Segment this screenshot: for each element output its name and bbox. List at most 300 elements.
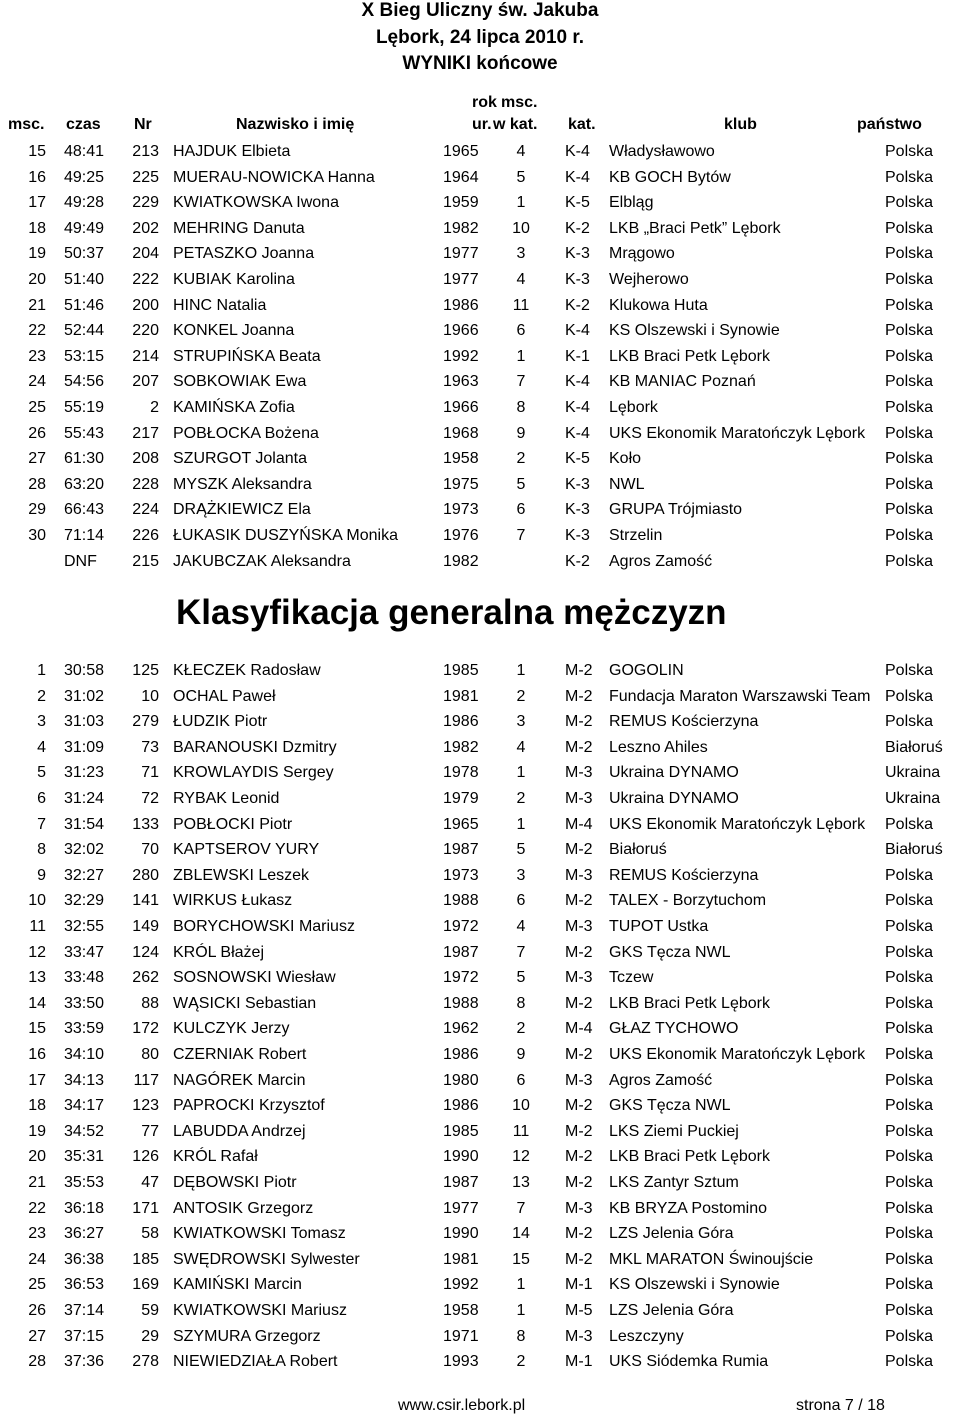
- cell-catplace: 9: [516, 424, 526, 442]
- cell-nr: 215: [132, 552, 159, 570]
- table-row: [0, 888, 960, 914]
- cell-catplace: 1: [516, 1302, 526, 1319]
- cell-name: STRUPIŃSKA Beata: [173, 347, 321, 365]
- cell-club: Agros Zamość: [609, 552, 713, 570]
- cell-catplace: 2: [516, 790, 526, 807]
- cell-cat: M-2: [565, 687, 593, 705]
- cell-country: Polska: [885, 1071, 934, 1089]
- header-club: klub: [724, 116, 757, 133]
- cell-country: Polska: [885, 143, 934, 160]
- cell-country: Polska: [885, 994, 934, 1012]
- cell-club: NWL: [609, 475, 645, 493]
- cell-country: Polska: [885, 347, 934, 365]
- cell-name: KAMIŃSKI Marcin: [173, 1276, 302, 1294]
- cell-time: 61:30: [64, 450, 105, 468]
- cell-name: ŁUDZIK Piotr: [173, 713, 268, 731]
- cell-nr: 125: [132, 662, 159, 679]
- cell-name: HINC Natalia: [173, 296, 267, 314]
- cell-time: 31:54: [64, 815, 105, 833]
- cell-cat: M-2: [565, 1122, 593, 1140]
- cell-year: 1981: [443, 1250, 479, 1268]
- cell-place: 25: [28, 399, 46, 416]
- cell-place: 22: [28, 322, 46, 340]
- table-row: [0, 139, 960, 165]
- cell-club: LKS Zantyr Sztum: [609, 1174, 739, 1191]
- table-row: [0, 658, 960, 684]
- table-row: [0, 940, 960, 966]
- cell-year: 1985: [443, 662, 479, 679]
- cell-country: Polska: [885, 1302, 934, 1319]
- cell-country: Polska: [885, 1250, 934, 1268]
- cell-name: KAPTSEROV YURY: [173, 841, 320, 859]
- cell-country: Polska: [885, 1327, 934, 1345]
- cell-catplace: 6: [516, 322, 526, 340]
- cell-country: Polska: [885, 219, 934, 237]
- cell-country: Polska: [885, 245, 934, 263]
- cell-place: 2: [37, 687, 46, 705]
- cell-year: 1985: [443, 1122, 479, 1140]
- cell-nr: 126: [132, 1148, 159, 1166]
- cell-catplace: 11: [512, 1122, 530, 1140]
- cell-cat: K-2: [565, 219, 590, 237]
- cell-time: 36:53: [64, 1276, 105, 1294]
- cell-country: Polska: [885, 552, 934, 570]
- cell-country: Polska: [885, 1225, 934, 1243]
- cell-nr: 279: [132, 713, 159, 731]
- cell-time: 37:14: [64, 1302, 105, 1319]
- cell-cat: M-5: [565, 1302, 593, 1319]
- cell-club: Wejherowo: [609, 271, 689, 288]
- cell-place: 22: [28, 1199, 46, 1217]
- cell-time: 52:44: [64, 322, 105, 340]
- cell-year: 1964: [443, 168, 479, 186]
- cell-catplace: 12: [512, 1148, 530, 1166]
- cell-name: ZBLEWSKI Leszek: [173, 866, 310, 884]
- cell-name: KWIATKOWSKI Mariusz: [173, 1302, 347, 1319]
- cell-country: Polska: [885, 475, 934, 493]
- cell-club: LKB „Braci Petk” Lębork: [609, 219, 781, 237]
- cell-cat: M-2: [565, 662, 593, 679]
- cell-time: 55:43: [64, 424, 105, 442]
- table-row: [0, 190, 960, 216]
- cell-name: PAPROCKI Krzysztof: [173, 1097, 325, 1115]
- cell-time: 51:40: [64, 271, 105, 288]
- cell-name: BORYCHOWSKI Mariusz: [173, 918, 355, 935]
- cell-cat: K-2: [565, 296, 590, 314]
- cell-year: 1958: [443, 450, 479, 468]
- cell-cat: K-5: [565, 450, 590, 468]
- cell-place: 17: [28, 194, 46, 212]
- cell-country: Polska: [885, 1174, 934, 1191]
- cell-catplace: 4: [516, 143, 526, 160]
- cell-place: 20: [28, 271, 46, 288]
- table-row: [0, 344, 960, 370]
- cell-time: 71:14: [64, 527, 105, 544]
- cell-nr: 124: [132, 943, 159, 961]
- cell-time: 33:47: [64, 943, 105, 961]
- cell-year: 1972: [443, 969, 479, 987]
- cell-time: 34:17: [64, 1097, 105, 1115]
- cell-country: Polska: [885, 424, 934, 442]
- cell-time: 55:19: [64, 399, 105, 416]
- cell-time: 49:25: [64, 168, 105, 186]
- table-row: [0, 1068, 960, 1094]
- cell-name: SZYMURA Grzegorz: [173, 1327, 321, 1345]
- cell-club: Władysławowo: [609, 143, 715, 160]
- table-row: [0, 914, 960, 940]
- cell-club: Leszno Ahiles: [609, 738, 708, 756]
- table-row: [0, 1093, 960, 1119]
- cell-catplace: 8: [516, 399, 526, 416]
- table-row: [0, 837, 960, 863]
- cell-country: Polska: [885, 450, 934, 468]
- doc-title-line2: Lębork, 24 lipca 2010 r.: [375, 27, 585, 48]
- cell-nr: 200: [132, 296, 159, 314]
- cell-time: 63:20: [64, 475, 105, 493]
- cell-club: KB GOCH Bytów: [609, 168, 731, 186]
- cell-nr: 222: [132, 271, 159, 288]
- cell-name: BARANOUSKI Dzmitry: [173, 738, 337, 756]
- cell-cat: M-3: [565, 918, 593, 935]
- cell-cat: K-4: [565, 168, 590, 186]
- cell-country: Polska: [885, 322, 934, 340]
- cell-nr: 262: [132, 969, 159, 987]
- cell-time: 51:46: [64, 296, 105, 314]
- header-country: państwo: [857, 116, 922, 133]
- cell-cat: K-4: [565, 143, 590, 160]
- cell-place: 1: [37, 662, 46, 679]
- header-year-bottom: ur.: [472, 116, 492, 133]
- table-row: [0, 1144, 960, 1170]
- cell-cat: M-2: [565, 1097, 593, 1115]
- cell-year: 1959: [443, 194, 479, 212]
- cell-nr: 123: [132, 1097, 159, 1115]
- table-row: [0, 991, 960, 1017]
- cell-nr: 70: [141, 841, 159, 859]
- header-catplace-bottom: w kat.: [493, 116, 538, 133]
- table-row: [0, 421, 960, 447]
- cell-nr: 133: [132, 815, 159, 833]
- cell-time: 49:28: [64, 194, 105, 212]
- cell-name: MUERAU-NOWICKA Hanna: [173, 168, 375, 186]
- table-row: [0, 165, 960, 191]
- table-row: [0, 812, 960, 838]
- cell-place: 3: [37, 713, 46, 731]
- cell-place: 19: [28, 1122, 46, 1140]
- cell-country: Polska: [885, 1353, 934, 1371]
- table-row: [0, 863, 960, 889]
- table-row: [0, 446, 960, 472]
- cell-catplace: 3: [516, 713, 526, 731]
- cell-place: 10: [28, 892, 46, 910]
- cell-cat: M-2: [565, 1046, 593, 1063]
- cell-club: LZS Jelenia Góra: [609, 1302, 734, 1319]
- cell-club: Tczew: [609, 969, 654, 987]
- cell-club: Strzelin: [609, 527, 663, 544]
- cell-nr: 208: [132, 450, 159, 468]
- cell-catplace: 1: [516, 764, 526, 782]
- cell-catplace: 7: [516, 527, 526, 544]
- table-row: [0, 523, 960, 549]
- cell-year: 1975: [443, 475, 479, 493]
- cell-catplace: 7: [516, 373, 526, 391]
- header-year-top: rok: [472, 94, 497, 111]
- table-row: [0, 497, 960, 523]
- cell-time: 33:48: [64, 969, 105, 987]
- cell-club: Mrągowo: [609, 245, 675, 263]
- cell-time: 31:09: [64, 738, 105, 756]
- cell-nr: 207: [132, 373, 159, 391]
- cell-cat: M-3: [565, 1071, 593, 1089]
- cell-cat: M-3: [565, 1327, 593, 1345]
- cell-year: 1973: [443, 501, 479, 519]
- cell-country: Polska: [885, 1148, 934, 1166]
- cell-nr: 47: [141, 1174, 159, 1191]
- cell-nr: 149: [132, 918, 159, 935]
- cell-cat: M-2: [565, 1174, 593, 1191]
- table-row: [0, 1298, 960, 1324]
- table-row: [0, 472, 960, 498]
- cell-country: Polska: [885, 399, 934, 416]
- cell-name: RYBAK Leonid: [173, 790, 280, 807]
- cell-place: 28: [28, 475, 46, 493]
- cell-year: 1958: [443, 1302, 479, 1319]
- cell-cat: K-1: [565, 347, 590, 365]
- cell-place: 18: [28, 219, 46, 237]
- cell-name: KROWLAYDIS Sergey: [173, 764, 334, 782]
- cell-cat: M-3: [565, 1199, 593, 1217]
- table-row: [0, 1016, 960, 1042]
- cell-club: TUPOT Ustka: [609, 918, 709, 935]
- cell-name: POBŁOCKI Piotr: [173, 815, 293, 833]
- cell-year: 1962: [443, 1020, 479, 1038]
- cell-place: 14: [28, 994, 46, 1012]
- cell-catplace: 7: [516, 943, 526, 961]
- cell-catplace: 11: [512, 296, 530, 314]
- table-row: [0, 216, 960, 242]
- cell-cat: M-3: [565, 764, 593, 782]
- cell-year: 1986: [443, 1097, 479, 1115]
- cell-name: JAKUBCZAK Aleksandra: [173, 552, 351, 570]
- cell-name: DRĄŻKIEWICZ Ela: [173, 501, 311, 519]
- header-cat: kat.: [568, 116, 596, 133]
- cell-time: 49:49: [64, 219, 105, 237]
- cell-club: Fundacja Maraton Warszawski Team: [609, 687, 871, 705]
- cell-name: ŁUKASIK DUSZYŃSKA Monika: [173, 527, 398, 544]
- cell-name: WIRKUS Łukasz: [173, 892, 293, 910]
- cell-name: SZURGOT Jolanta: [173, 450, 307, 468]
- cell-club: KB BRYZA Postomino: [609, 1199, 767, 1217]
- cell-name: KRÓL Rafał: [173, 1148, 258, 1166]
- cell-year: 1977: [443, 271, 479, 288]
- cell-place: 23: [28, 347, 46, 365]
- cell-time: 31:24: [64, 790, 105, 807]
- cell-country: Polska: [885, 969, 934, 987]
- table-row: [0, 241, 960, 267]
- cell-year: 1982: [443, 738, 479, 756]
- cell-club: REMUS Kościerzyna: [609, 713, 759, 731]
- cell-year: 1992: [443, 1276, 479, 1294]
- cell-cat: M-3: [565, 790, 593, 807]
- cell-year: 1981: [443, 687, 479, 705]
- cell-place: 27: [28, 450, 46, 468]
- cell-cat: M-2: [565, 841, 593, 859]
- header-nr: Nr: [134, 116, 152, 133]
- cell-year: 1978: [443, 764, 479, 782]
- cell-time: 36:38: [64, 1250, 105, 1268]
- cell-country: Białoruś: [885, 841, 943, 859]
- cell-year: 1966: [443, 322, 479, 340]
- cell-country: Polska: [885, 943, 934, 961]
- cell-time: 53:15: [64, 347, 105, 365]
- cell-time: 32:27: [64, 866, 105, 884]
- cell-club: GŁAZ TYCHOWO: [609, 1020, 739, 1038]
- cell-place: 12: [28, 943, 46, 961]
- cell-nr: 80: [141, 1046, 159, 1063]
- cell-club: LZS Jelenia Góra: [609, 1225, 734, 1243]
- cell-time: 31:03: [64, 713, 105, 731]
- cell-year: 1986: [443, 1046, 479, 1063]
- cell-nr: 2: [150, 399, 159, 416]
- cell-nr: 280: [132, 866, 159, 884]
- cell-name: KWIATKOWSKA Iwona: [173, 194, 339, 212]
- cell-place: 5: [37, 764, 46, 782]
- cell-place: 26: [28, 1302, 46, 1319]
- table-row: [0, 318, 960, 344]
- cell-country: Polska: [885, 892, 934, 910]
- cell-year: 1973: [443, 866, 479, 884]
- cell-name: KŁECZEK Radosław: [173, 662, 321, 679]
- cell-club: Koło: [609, 450, 642, 468]
- cell-country: Polska: [885, 168, 934, 186]
- cell-nr: 185: [132, 1250, 159, 1268]
- cell-nr: 220: [132, 322, 159, 340]
- cell-cat: M-2: [565, 713, 593, 731]
- cell-place: 17: [28, 1071, 46, 1089]
- cell-cat: M-2: [565, 994, 593, 1012]
- cell-nr: 278: [132, 1353, 159, 1371]
- table-row: [0, 684, 960, 710]
- cell-catplace: 8: [516, 994, 526, 1012]
- cell-club: UKS Ekonomik Maratończyk Lębork: [609, 815, 866, 833]
- cell-catplace: 1: [516, 194, 526, 212]
- cell-club: Ukraina DYNAMO: [609, 790, 739, 807]
- cell-time: 31:23: [64, 764, 105, 782]
- cell-time: 35:53: [64, 1174, 105, 1191]
- cell-year: 1988: [443, 892, 479, 910]
- cell-time: 34:13: [64, 1071, 105, 1089]
- cell-catplace: 5: [516, 168, 526, 186]
- cell-nr: 58: [141, 1225, 159, 1243]
- cell-nr: 117: [133, 1071, 159, 1089]
- cell-catplace: 10: [512, 1097, 530, 1115]
- cell-year: 1993: [443, 1353, 479, 1371]
- cell-place: 9: [37, 866, 46, 884]
- footer-website: www.csir.lebork.pl: [398, 1397, 526, 1414]
- cell-club: LKB Braci Petk Lębork: [609, 1148, 770, 1166]
- cell-cat: M-2: [565, 892, 593, 910]
- cell-year: 1963: [443, 373, 479, 391]
- cell-cat: M-4: [565, 1020, 593, 1038]
- cell-place: 21: [28, 296, 46, 314]
- cell-name: LABUDDA Andrzej: [173, 1122, 306, 1140]
- cell-nr: 59: [141, 1302, 159, 1319]
- cell-name: NAGÓREK Marcin: [173, 1071, 306, 1089]
- cell-cat: K-3: [565, 271, 590, 288]
- cell-name: HAJDUK Elbieta: [173, 143, 291, 160]
- cell-country: Polska: [885, 296, 934, 314]
- cell-club: Klukowa Huta: [609, 296, 708, 314]
- cell-nr: 73: [141, 738, 159, 756]
- cell-catplace: 13: [512, 1174, 530, 1191]
- cell-club: GKS Tęcza NWL: [609, 943, 731, 961]
- cell-name: KONKEL Joanna: [173, 322, 295, 340]
- cell-place: 11: [29, 918, 46, 935]
- cell-nr: 213: [132, 143, 159, 160]
- cell-catplace: 5: [516, 969, 526, 987]
- cell-place: 21: [28, 1174, 46, 1191]
- cell-country: Białoruś: [885, 738, 943, 756]
- table-row: [0, 369, 960, 395]
- cell-nr: 10: [141, 687, 159, 705]
- table-row: [0, 1221, 960, 1247]
- cell-cat: M-2: [565, 1250, 593, 1268]
- cell-nr: 229: [132, 194, 159, 212]
- cell-name: KAMIŃSKA Zofia: [173, 399, 295, 416]
- cell-country: Polska: [885, 1276, 934, 1294]
- cell-country: Polska: [885, 194, 934, 212]
- cell-country: Polska: [885, 1097, 934, 1115]
- cell-club: GKS Tęcza NWL: [609, 1097, 731, 1115]
- cell-nr: 72: [141, 790, 159, 807]
- cell-place: 19: [28, 245, 46, 263]
- cell-name: POBŁOCKA Bożena: [173, 424, 319, 442]
- doc-title-line3: WYNIKI końcowe: [402, 53, 558, 74]
- cell-cat: M-2: [565, 943, 593, 961]
- table-row: [0, 1170, 960, 1196]
- cell-name: OCHAL Paweł: [173, 687, 276, 705]
- cell-nr: 77: [141, 1122, 159, 1140]
- cell-country: Polska: [885, 1046, 934, 1063]
- cell-catplace: 4: [516, 271, 526, 288]
- cell-place: 28: [28, 1353, 46, 1371]
- cell-country: Polska: [885, 1199, 934, 1217]
- cell-club: Białoruś: [609, 841, 667, 859]
- cell-name: CZERNIAK Robert: [173, 1046, 307, 1063]
- footer-page-number: strona 7 / 18: [796, 1397, 885, 1414]
- cell-cat: K-5: [565, 194, 590, 212]
- cell-cat: K-3: [565, 245, 590, 263]
- cell-nr: 171: [132, 1199, 159, 1217]
- cell-year: 1971: [443, 1327, 479, 1345]
- cell-name: DĘBOWSKI Piotr: [173, 1174, 297, 1191]
- cell-year: 1965: [443, 143, 479, 160]
- cell-name: WĄSICKI Sebastian: [173, 994, 317, 1012]
- cell-name: NIEWIEDZIAŁA Robert: [173, 1353, 338, 1371]
- cell-nr: 214: [132, 347, 159, 365]
- cell-place: 30: [28, 527, 46, 544]
- cell-club: LKS Ziemi Puckiej: [609, 1122, 739, 1140]
- cell-catplace: 6: [516, 892, 526, 910]
- cell-time: 37:36: [64, 1353, 105, 1371]
- cell-place: 18: [28, 1097, 46, 1115]
- cell-place: 26: [28, 424, 46, 442]
- cell-club: GRUPA Trójmiasto: [609, 501, 743, 519]
- cell-time: 33:50: [64, 994, 105, 1012]
- cell-year: 1980: [443, 1071, 479, 1089]
- cell-catplace: 3: [516, 245, 526, 263]
- table-row: [0, 395, 960, 421]
